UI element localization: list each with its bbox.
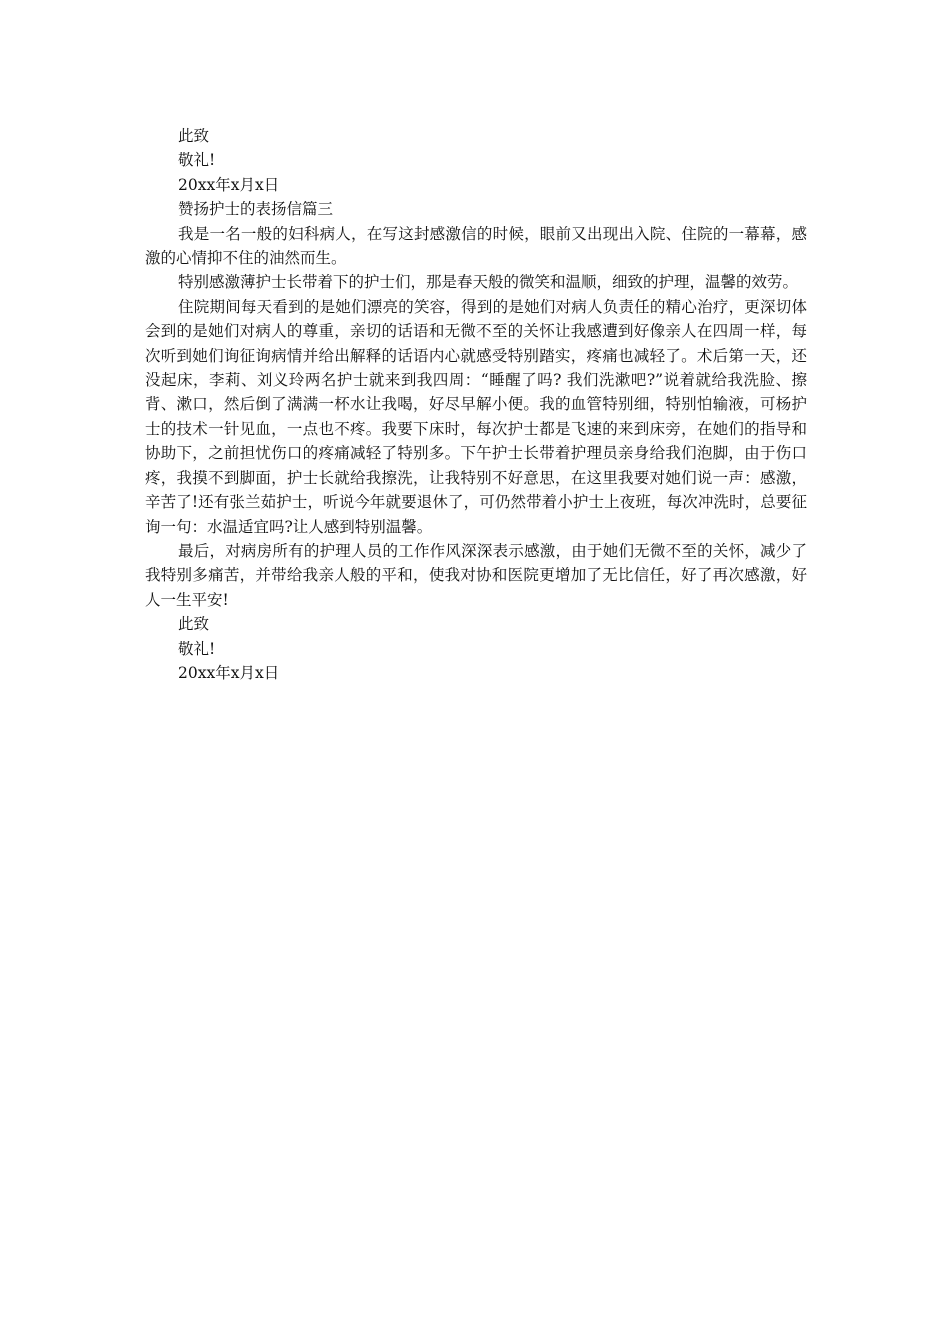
document-page	[145, 124, 807, 685]
letter-paragraph: 住院期间每天看到的是她们漂亮的笑容，得到的是她们对病人负责任的精心治疗，更深切体会到的是她们对病人的尊重，亲切的话语和无微不至的关怀让我感遭到好像亲人在四周一样，每次听到她们询征询病情并给出解释的话语内心就感受特别踏实，疼痛也减轻了。术后第一天，还没起床，李莉、刘义玲两名护士就来到我四周：“睡醒了吗? 我们洗漱吧?”说着就给我洗脸、擦背、漱口，然后倒了满满一杯水让我喝，好尽早解小便。我的血管特别细，特别怕输液，可杨护士的技术一针见血，一点也不疼。我要下床时，每次护士都是飞速的来到床旁，在她们的指导和协助下，之前担忧伤口的疼痛减轻了特别多。下午护士长带着护理员亲身给我们泡脚，由于伤口疼，我摸不到脚面，护士长就给我擦洗，让我特别不好意思，在这里我要对她们说一声：感激，辛苦了!还有张兰茹护士，听说今年就要退休了，可仍然带着小护士上夜班，每次冲洗时，总要征询一句：水温适宜吗?让人感到特别温馨。	[145, 297, 807, 536]
closing-regards: 敬礼!	[178, 639, 216, 658]
closing-regards: 敬礼!	[178, 151, 216, 170]
letter-paragraph: 特别感激薄护士长带着下的护士们，那是春天般的微笑和温顺，细致的护理，温馨的效劳。	[178, 273, 799, 292]
closing-date: 20xx年x月x日	[178, 663, 280, 682]
section-title: 赞扬护士的表扬信篇三	[178, 200, 334, 219]
closing-salutation: 此致	[178, 127, 210, 145]
letter-paragraph: 最后，对病房所有的护理人员的工作作风深深表示感激，由于她们无微不至的关怀，减少了我特别多痛苦，并带给我亲人般的平和，使我对协和医院更增加了无比信任，好了再次感激，好人一生平安!	[145, 541, 807, 609]
closing-salutation: 此致	[178, 615, 210, 634]
closing-date: 20xx年x月x日	[178, 175, 280, 194]
letter-paragraph: 我是一名一般的妇科病人，在写这封感激信的时候，眼前又出现出入院、住院的一幕幕，感激的心情抑不住的油然而生。	[145, 224, 807, 268]
